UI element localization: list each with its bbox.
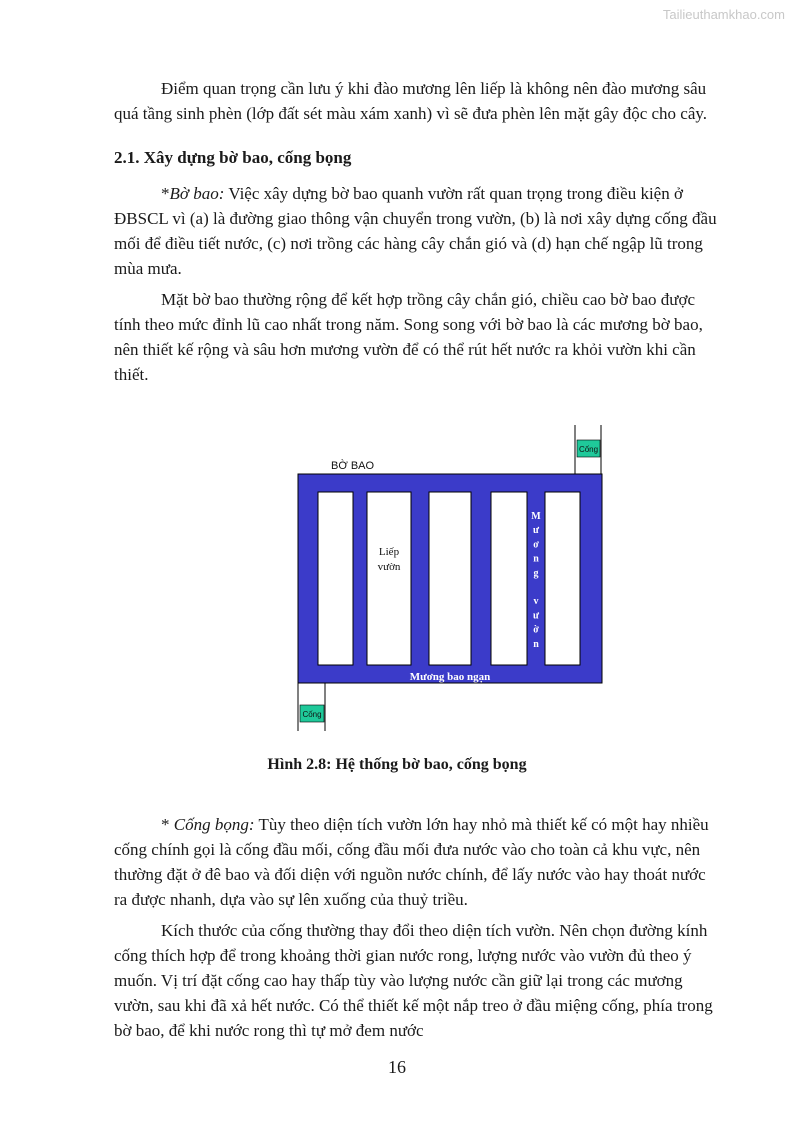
liep-vuon-label-2: vườn [377, 561, 401, 573]
muong-vuon-char: ư [532, 610, 540, 622]
garden-bed [491, 492, 527, 665]
section-heading: 2.1. Xây dựng bờ bao, cống bọng [114, 148, 352, 167]
figure-caption: Hình 2.8: Hệ thống bờ bao, cống bọng [267, 756, 527, 773]
muong-bao-ngan-label: Mương bao ngạn [409, 671, 491, 683]
garden-bed [367, 492, 411, 665]
gate-bottom-label: Cống [302, 710, 322, 719]
muong-vuon-char: ư [532, 525, 540, 537]
garden-bed [545, 492, 580, 665]
muong-vuon-char: v [533, 596, 539, 608]
page-number: 16 [388, 1057, 406, 1077]
liep-vuon-label-1: Liếp [378, 546, 400, 558]
paragraph-1: Điểm quan trọng cần lưu ý khi đào mương lên liếp là không nên đào mương sâu quá tầng sinh phèn (lớp đất sét màu xám xanh) vì sẽ đưa phèn lên mặt gây độc cho cây. [114, 79, 708, 123]
paragraph-5: Kích thước của cống thường thay đổi theo diện tích vườn. Nên chọn đường kính cống thích hợp để trong khoảng thời gian nước rong, lượng nước vào vườn đủ theo ý muốn. Vị trí đặt cống cao hay thấp tùy vào lượng nước cần giữ lại trong các mương vườn, sau khi đã xả hết nước. Có thể thiết kế một nắp treo ở đầu miệng cống, phía trong bờ bao, để khi nước rong thì tự mở đem nước [114, 921, 713, 1040]
paragraph-4-prefix: * [161, 815, 174, 834]
garden-bed [318, 492, 353, 665]
muong-vuon-char: M [531, 511, 541, 522]
muong-vuon-char: ờ [533, 624, 539, 636]
term-cong-bong: Cống bọng: [173, 815, 255, 834]
muong-vuon-char: ơ [533, 539, 539, 551]
bo-bao-label: BỜ BAO [331, 460, 375, 472]
gate-top-label: Cống [578, 445, 599, 454]
paragraph-4-text: Tùy theo diện tích vườn lớn hay nhỏ mà thiết kế có một hay nhiều cống chính gọi là cống đầu mối, cống đầu mối đưa nước vào cho toàn cả khu vực, nên thường đặt ở đê bao và đối diện với nguồn nước chính, để lấy nước vào hay thoát nước ra được nhanh, dựa vào sự lên xuống của thuỷ triều. [114, 815, 709, 909]
paragraph-2 [114, 181, 718, 281]
paragraph-3: Mặt bờ bao thường rộng để kết hợp trồng cây chắn gió, chiều cao bờ bao được tính theo mức đỉnh lũ cao nhất trong năm. Song song với bờ bao là các mương bờ bao, nên thiết kế rộng và sâu hơn mương vườn để có thể rút hết nước ra khỏi vườn khi cần thiết. [114, 290, 703, 384]
garden-bed [429, 492, 471, 665]
paragraph-2-prefix: * [161, 184, 170, 203]
term-bo-bao: Bờ bao: [169, 184, 225, 203]
muong-vuon-char: g [533, 567, 539, 579]
muong-vuon-char: n [533, 638, 539, 650]
watermark: Tailieuthamkhao.com [662, 7, 785, 22]
muong-vuon-char: n [533, 553, 539, 565]
paragraph-4 [114, 812, 718, 912]
paragraph-2-text: Việc xây dựng bờ bao quanh vườn rất quan trọng trong điều kiện ở ĐBSCL vì (a) là đường giao thông vận chuyển trong vườn, (b) là nơi xây dựng cống đầu mối để điều tiết nước, (c) nơi trồng các hàng cây chắn gió và (d) hạn chế ngập lũ trong mùa mưa. [114, 184, 717, 278]
